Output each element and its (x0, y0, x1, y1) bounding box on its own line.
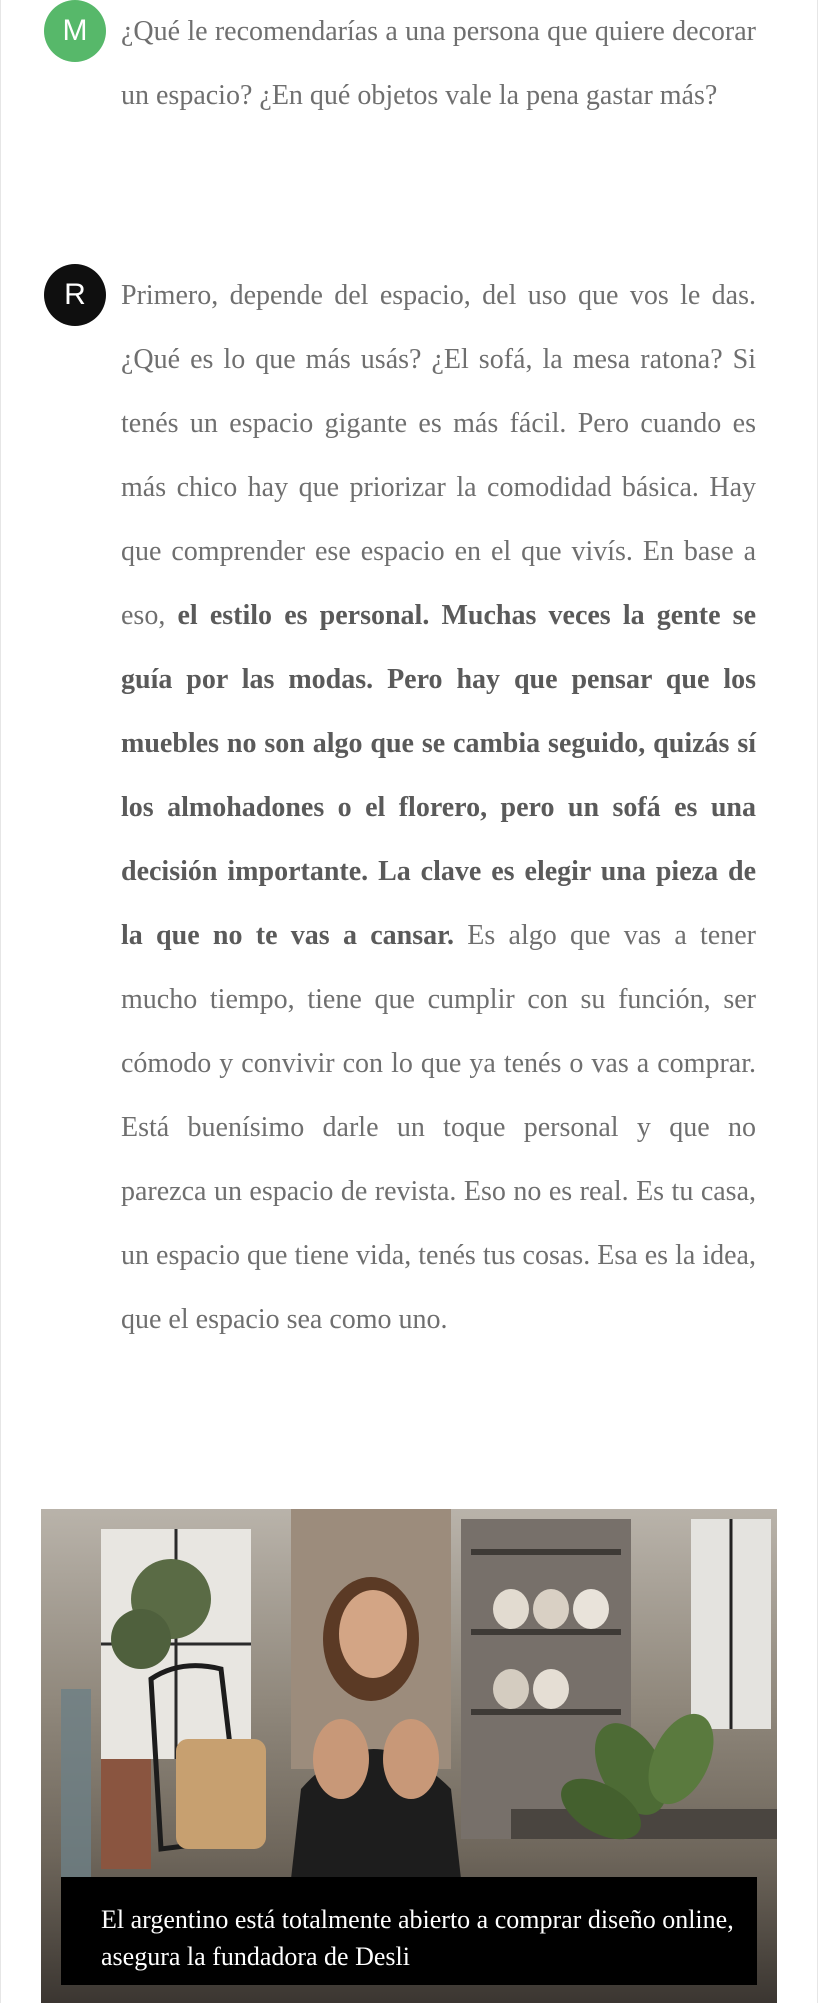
answer-text-outro: Es algo que vas a tener mucho tiempo, tiene que cumplir con su función, ser cómodo y convivir con lo que ya tenés o vas a comprar. Está buenísimo darle un toque personal y que no parezca un espacio de revista. Eso no es real. Es tu casa, un espacio que tiene vida, tenés tus cosas. Esa es la idea, que el espacio sea como uno. (121, 920, 756, 1335)
answer-text-highlight: el estilo es personal. Muchas veces la gente se guía por las modas. Pero hay que pensar que los muebles no son algo que se cambia seguido, quizás sí los almohadones o el florero, pero un sofá es una decisión importante. La clave es elegir una pieza de la que no te vas a cansar. (121, 600, 756, 951)
answer-text (121, 264, 756, 1352)
respondent-avatar (44, 264, 106, 326)
person-face (339, 1590, 407, 1678)
interviewer-avatar-letter: M (62, 14, 88, 47)
cushion (176, 1739, 266, 1849)
photo-caption: El argentino está totalmente abierto a comprar diseño online, asegura la fundadora de Desli (61, 1877, 757, 1985)
question-block (44, 0, 756, 128)
respondent-avatar-letter: R (64, 278, 86, 311)
question-text: ¿Qué le recomendarías a una persona que quiere decorar un espacio? ¿En qué objetos vale la pena gastar más? (121, 16, 756, 111)
answer-text-intro: Primero, depende del espacio, del uso que vos le das. ¿Qué es lo que más usás? ¿El sofá, la mesa ratona? Si tenés un espacio gigante es más fácil. Pero cuando es más chico hay que priorizar la comodidad básica. Hay que comprender ese espacio en el que vivís. En base a eso, (121, 280, 756, 631)
article-photo (41, 1509, 777, 2003)
answer-block (44, 264, 756, 1352)
interviewer-avatar (44, 0, 106, 62)
